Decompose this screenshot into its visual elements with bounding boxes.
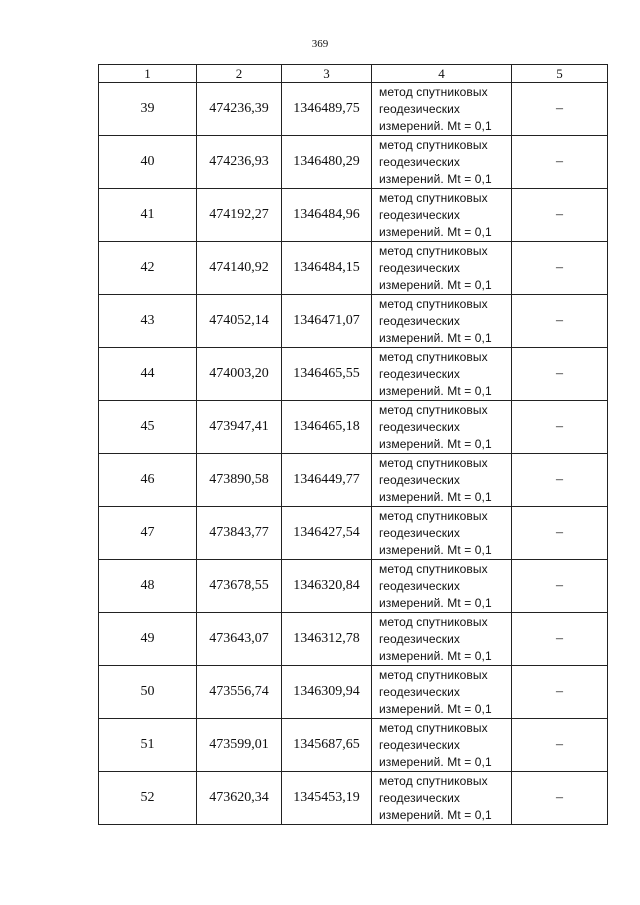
y-coordinate-cell: 1346427,54 — [282, 507, 372, 560]
method-text-line: метод спутниковых — [379, 561, 488, 576]
table-row — [99, 613, 608, 666]
y-coordinate-cell: 1346320,84 — [282, 560, 372, 613]
y-coordinate-cell: 1346480,29 — [282, 136, 372, 189]
y-coordinate-cell: 1346484,15 — [282, 242, 372, 295]
point-number-cell: 50 — [99, 666, 197, 719]
point-number-cell: 40 — [99, 136, 197, 189]
table-row — [99, 772, 608, 825]
column-header: 5 — [512, 65, 608, 83]
y-coordinate-cell: 1346471,07 — [282, 295, 372, 348]
point-number-cell: 44 — [99, 348, 197, 401]
table-body — [99, 83, 608, 825]
method-text-line: геодезических — [379, 790, 460, 805]
y-coordinate-cell: 1346312,78 — [282, 613, 372, 666]
table-row — [99, 560, 608, 613]
note-cell: – — [512, 189, 608, 242]
y-coordinate-cell: 1346489,75 — [282, 83, 372, 136]
method-cell — [372, 242, 512, 295]
method-text-line: измерений. Mt = 0,1 — [379, 436, 492, 451]
table-row — [99, 666, 608, 719]
note-cell: – — [512, 242, 608, 295]
method-text-line: измерений. Mt = 0,1 — [379, 489, 492, 504]
method-text-line: геодезических — [379, 207, 460, 222]
method-text-line: метод спутниковых — [379, 296, 488, 311]
method-text-line: метод спутниковых — [379, 667, 488, 682]
method-cell — [372, 189, 512, 242]
method-text-line: геодезических — [379, 578, 460, 593]
table-row — [99, 348, 608, 401]
coordinates-table — [98, 64, 608, 825]
method-text-line: измерений. Mt = 0,1 — [379, 595, 492, 610]
method-text-line: измерений. Mt = 0,1 — [379, 807, 492, 822]
point-number-cell: 39 — [99, 83, 197, 136]
method-cell — [372, 719, 512, 772]
method-text-line: геодезических — [379, 313, 460, 328]
y-coordinate-cell: 1346465,18 — [282, 401, 372, 454]
method-cell — [372, 454, 512, 507]
table-row — [99, 719, 608, 772]
column-header: 4 — [372, 65, 512, 83]
point-number-cell: 51 — [99, 719, 197, 772]
page-number: 369 — [311, 38, 329, 50]
note-cell: – — [512, 454, 608, 507]
note-cell: – — [512, 613, 608, 666]
method-text-line: геодезических — [379, 101, 460, 116]
point-number-cell: 52 — [99, 772, 197, 825]
method-text-line: измерений. Mt = 0,1 — [379, 171, 492, 186]
method-text-line: измерений. Mt = 0,1 — [379, 542, 492, 557]
column-header: 1 — [99, 65, 197, 83]
x-coordinate-cell: 473599,01 — [197, 719, 282, 772]
x-coordinate-cell: 474003,20 — [197, 348, 282, 401]
method-text-line: метод спутниковых — [379, 455, 488, 470]
method-cell — [372, 772, 512, 825]
method-text-line: геодезических — [379, 525, 460, 540]
method-cell — [372, 401, 512, 454]
point-number-cell: 42 — [99, 242, 197, 295]
method-text-line: метод спутниковых — [379, 773, 488, 788]
method-text-line: метод спутниковых — [379, 614, 488, 629]
method-text-line: геодезических — [379, 472, 460, 487]
method-text-line: метод спутниковых — [379, 508, 488, 523]
x-coordinate-cell: 474140,92 — [197, 242, 282, 295]
note-cell: – — [512, 507, 608, 560]
method-text-line: метод спутниковых — [379, 190, 488, 205]
point-number-cell: 41 — [99, 189, 197, 242]
point-number-cell: 46 — [99, 454, 197, 507]
y-coordinate-cell: 1346449,77 — [282, 454, 372, 507]
point-number-cell: 47 — [99, 507, 197, 560]
method-text-line: измерений. Mt = 0,1 — [379, 701, 492, 716]
note-cell: – — [512, 666, 608, 719]
y-coordinate-cell: 1345453,19 — [282, 772, 372, 825]
x-coordinate-cell: 473556,74 — [197, 666, 282, 719]
table-row — [99, 242, 608, 295]
method-cell — [372, 666, 512, 719]
note-cell: – — [512, 719, 608, 772]
point-number-cell: 43 — [99, 295, 197, 348]
note-cell: – — [512, 348, 608, 401]
method-cell — [372, 507, 512, 560]
note-cell: – — [512, 401, 608, 454]
method-text-line: метод спутниковых — [379, 243, 488, 258]
method-text-line: метод спутниковых — [379, 720, 488, 735]
method-text-line: геодезических — [379, 260, 460, 275]
table-row — [99, 136, 608, 189]
x-coordinate-cell: 473890,58 — [197, 454, 282, 507]
y-coordinate-cell: 1346484,96 — [282, 189, 372, 242]
table-row — [99, 189, 608, 242]
method-cell — [372, 295, 512, 348]
method-cell — [372, 136, 512, 189]
note-cell: – — [512, 295, 608, 348]
method-text-line: измерений. Mt = 0,1 — [379, 330, 492, 345]
method-text-line: измерений. Mt = 0,1 — [379, 383, 492, 398]
x-coordinate-cell: 474052,14 — [197, 295, 282, 348]
method-cell — [372, 83, 512, 136]
x-coordinate-cell: 474236,93 — [197, 136, 282, 189]
method-text-line: измерений. Mt = 0,1 — [379, 648, 492, 663]
note-cell: – — [512, 772, 608, 825]
method-text-line: геодезических — [379, 631, 460, 646]
column-header: 2 — [197, 65, 282, 83]
table-row — [99, 295, 608, 348]
method-text-line: метод спутниковых — [379, 402, 488, 417]
column-header: 3 — [282, 65, 372, 83]
method-text-line: измерений. Mt = 0,1 — [379, 754, 492, 769]
table-row — [99, 507, 608, 560]
method-text-line: геодезических — [379, 419, 460, 434]
table-header-row — [99, 65, 608, 83]
note-cell: – — [512, 83, 608, 136]
table-row — [99, 401, 608, 454]
method-text-line: геодезических — [379, 154, 460, 169]
x-coordinate-cell: 474236,39 — [197, 83, 282, 136]
method-text-line: измерений. Mt = 0,1 — [379, 224, 492, 239]
y-coordinate-cell: 1346309,94 — [282, 666, 372, 719]
method-cell — [372, 348, 512, 401]
point-number-cell: 49 — [99, 613, 197, 666]
method-cell — [372, 560, 512, 613]
x-coordinate-cell: 473947,41 — [197, 401, 282, 454]
method-text-line: метод спутниковых — [379, 137, 488, 152]
x-coordinate-cell: 474192,27 — [197, 189, 282, 242]
x-coordinate-cell: 473843,77 — [197, 507, 282, 560]
table-row — [99, 454, 608, 507]
method-text-line: геодезических — [379, 684, 460, 699]
method-text-line: измерений. Mt = 0,1 — [379, 277, 492, 292]
method-text-line: геодезических — [379, 737, 460, 752]
method-cell — [372, 613, 512, 666]
method-text-line: метод спутниковых — [379, 349, 488, 364]
note-cell: – — [512, 136, 608, 189]
x-coordinate-cell: 473620,34 — [197, 772, 282, 825]
method-text-line: геодезических — [379, 366, 460, 381]
x-coordinate-cell: 473678,55 — [197, 560, 282, 613]
point-number-cell: 45 — [99, 401, 197, 454]
y-coordinate-cell: 1345687,65 — [282, 719, 372, 772]
table-row — [99, 83, 608, 136]
x-coordinate-cell: 473643,07 — [197, 613, 282, 666]
method-text-line: измерений. Mt = 0,1 — [379, 118, 492, 133]
point-number-cell: 48 — [99, 560, 197, 613]
note-cell: – — [512, 560, 608, 613]
method-text-line: метод спутниковых — [379, 84, 488, 99]
y-coordinate-cell: 1346465,55 — [282, 348, 372, 401]
